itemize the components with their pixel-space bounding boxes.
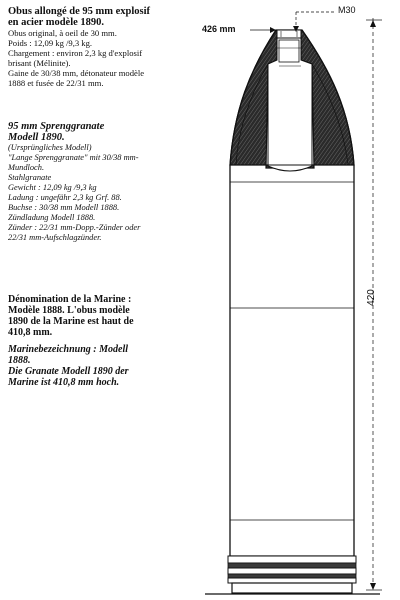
fr-line-3: Chargement : environ 2,3 kg d'explosif [8,48,143,58]
marine-fr-line-3: 1890 de la Marine est haut de [8,316,134,327]
marine-fr-line-2: Modèle 1888. L'obus modèle [8,305,130,316]
shell-base [232,583,352,593]
de-line-9: Zünder : 22/31 mm-Dopp.-Zünder oder [8,223,141,232]
de-line-3: Mundloch. [8,163,45,172]
de-line-7: Buchse : 30/38 mm Modell 1888. [8,203,120,212]
marine-de-line-3: Die Granate Modell 1890 der [8,366,129,377]
de-line-4: Stahlgranate [8,173,52,182]
fuze-nose [277,30,301,38]
de-line-1: (Ursprüngliches Modell) [8,143,92,152]
fr-title-line-1: Obus allongé de 95 mm explosif [8,6,151,17]
shell-body [230,165,354,556]
marine-de-line-2: 1888. [8,355,31,366]
marine-fr-line-1: Dénomination de la Marine : [8,294,132,305]
driving-band [228,556,356,583]
de-title-line-2: Modell 1890. [8,132,65,143]
fr-line-6: 1888 et fusée de 22/31 mm. [8,78,104,88]
marine-de-line-1: Marinebezeichnung : Modell [8,344,129,355]
dim-label-m30: M30 [338,5,356,15]
de-line-5: Gewicht : 12,09 kg /9,3 kg [8,183,97,192]
de-line-10: 22/31 mm-Aufschlagzünder. [8,233,102,242]
marine-de-line-4: Marine ist 410,8 mm hoch. [8,377,120,388]
marine-fr-line-4: 410,8 mm. [8,327,53,338]
fr-line-5: Gaine de 30/38 mm, détonateur modèle [8,68,145,78]
de-title-line-1: 95 mm Sprenggranate [8,121,105,132]
fr-line-4: brisant (Mélinite). [8,58,71,68]
de-line-6: Ladung : ungefähr 2,3 kg Grf. 88. [8,193,122,202]
de-line-8: Zündladung Modell 1888. [8,213,96,222]
dim-label-420: 420 [365,289,377,306]
fr-line-1: Obus original, à oeil de 30 mm. [8,28,117,38]
fr-line-2: Poids : 12,09 kg /9,3 kg. [8,38,93,48]
de-line-2: "Lange Sprenggranate" mit 30/38 mm- [8,153,139,162]
dim-label-426: 426 mm [202,24,236,34]
fr-title-line-2: en acier modèle 1890. [8,17,105,28]
